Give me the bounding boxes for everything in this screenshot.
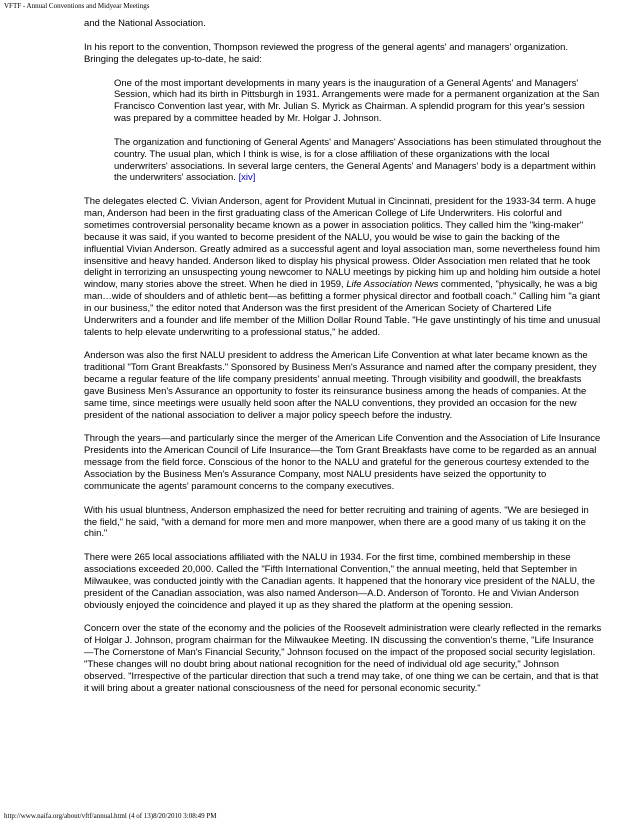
paragraph-5: Through the years—and particularly since the merger of the American Life Convention and the Association of Life Insurance Presidents into the American Council of Life Insurance—the Tom Grant Breakfasts have come to be regarded as an annual message from the field force. Conscious of the honor to the NALU and grateful for the generous courtesy extended to the Association by the Business Men's Assurance Company, most NALU presidents have seized the opportunity to communicate the agents' paramount concerns to the company executives. <box>84 433 601 492</box>
paragraph-6: With his usual bluntness, Anderson emphasized the need for better recruiting and training of agents. "We are besieged in the field," he said, "with a demand for more men and more manpower, when there are a good many of us taking it on the chin." <box>84 504 589 540</box>
paragraph-3 <box>84 196 602 338</box>
paragraph-3-part-b: commented, "physically, he was a big man…wide of shoulders and of athletic bent—as befitting a former physical director and football coach." Calling him "a giant in our business," the editor noted that Anderson was the first president of the American Society of Chartered Life Underwriters and a founder and life member of the Million Dollar Round Table. "He gave unstintingly of his time and unusual talents to help elevate underwriting to a professional status," he added. <box>84 279 601 338</box>
page-header: VFTF - Annual Conventions and Midyear Meetings <box>4 2 150 10</box>
paragraph-4: Anderson was also the first NALU president to address the American Life Convention at what later became known as the traditional "Tom Grant Breakfasts." Sponsored by Business Men's Assurance and named after the company president, they became a regular feature of the life company presidents' annual meeting. Through visibility and goodwill, the breakfasts gave Business Men's Assurance an opportunity to foster its reinsurance business among the heads of companies. At the same time, since meetings were usually held soon after the NALU conventions, they provided an occasion for the new president of the national association to deliver a major policy speech before the industry. <box>84 350 597 421</box>
page-footer: http://www.naifa.org/about/vftf/annual.html (4 of 13)8/20/2010 3:08:49 PM <box>4 812 217 820</box>
document-body <box>84 18 602 707</box>
publication-title: Life Association News <box>346 279 439 291</box>
quotation <box>114 78 602 185</box>
paragraph-2: In his report to the convention, Thompson reviewed the progress of the general agents' and managers' organization. Bringing the delegates up-to-date, he said: <box>84 41 568 65</box>
paragraph-8: Concern over the state of the economy and the policies of the Roosevelt administration were clearly reflected in the remarks of Holgar J. Johnson, program chairman for the Milwaukee Meeting. IN discussing the convention's theme, "Life Insurance—The Cornerstone of Man's Financial Security," Johnson focused on the impact of the proposed social security legislation. "These changes will no doubt bring about national recognition for the need of individual old age security," Johnson observed. "Irrespective of the particular direction that such a trend may take, of one thing we can be certain, and that is that it will bring about a greater national consciousness of the need for personal economic security." <box>84 623 602 694</box>
quote-paragraph-2-text: The organization and functioning of General Agents' and Managers' Associations has been stimulated throughout the country. The usual plan, which I think is wise, is for a close affiliation of these organizations with the local underwriters' associations. In several large centers, the General Agents' and Managers' body is a department within the underwriters' association. <box>114 136 602 184</box>
paragraph-3-part-a: The delegates elected C. Vivian Anderson, agent for Provident Mutual in Cincinnati, president for the 1933-34 term. A huge man, Anderson had been in the first graduating class of the American College of Life Underwriters. His colorful and sometimes controversial personality became known as a power in association politics. They called him the "king-maker" because it was said, if you wanted to become president of the NALU, you would be wise to gain the backing of the influential Vivian Anderson. Greatly admired as a successful agent and loyal association man, some nevertheless found him insensitive and heavy handed. Anderson liked to display his physical prowess. Older Association men related that he took delight in terrorizing an unsuspecting young newcomer to NALU meetings by picking him up and holding him outside a hotel window, many stories above the street. When he died in 1959, <box>84 196 601 291</box>
quote-paragraph-2 <box>114 137 602 184</box>
paragraph-1: and the National Association. <box>84 18 206 29</box>
quote-paragraph-1: One of the most important developments in many years is the inauguration of a General Agents' and Managers' Session, which had its birth in Pittsburgh in 1931. Arrangements were made for a permanent organization at the San Francisco Convention last year, with Mr. Julian S. Myrick as Chairman. A splendid program for this year's session was prepared by a committee headed by Mr. Holgar J. Johnson. <box>114 77 600 125</box>
footnote-link-xiv[interactable]: [xiv] <box>238 172 256 184</box>
paragraph-7: There were 265 local associations affiliated with the NALU in 1934. For the first time, combined membership in these associations exceeded 20,000. Called the "Fifth International Convention," the annual meeting, held that September in Milwaukee, was conducted jointly with the Canadian agents. It happened that the honorary vice president of the NALU, the president of the Canadian association, was also named Anderson—A.D. Anderson of Toronto. He and Vivian Anderson obviously enjoyed the coincidence and played it up as they shared the platform at the opening session. <box>84 552 595 611</box>
